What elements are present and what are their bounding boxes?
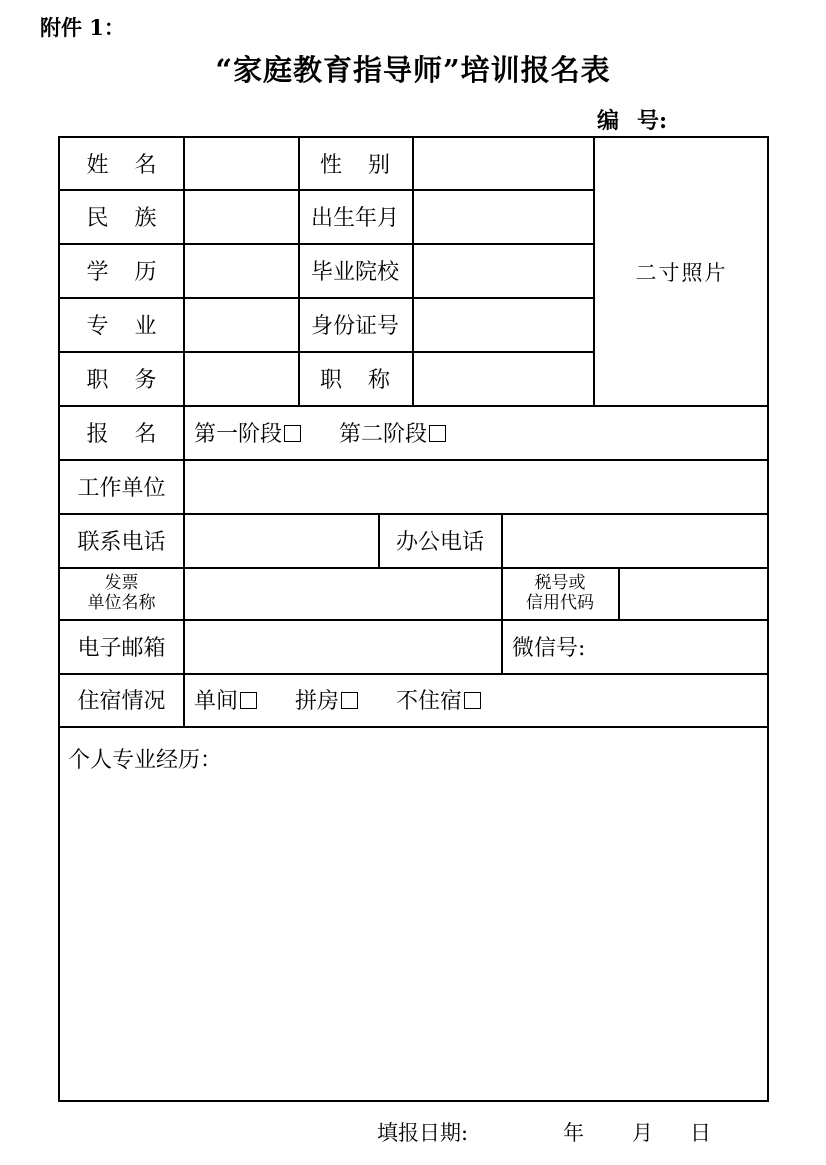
gender-label-char1: 性 bbox=[319, 153, 342, 178]
signup-label-char2: 名 bbox=[134, 421, 157, 447]
serial-number-label bbox=[597, 104, 667, 135]
lodging-none-label: 不住宿 bbox=[396, 689, 463, 714]
invoice-label-line2: 单位名称 bbox=[87, 593, 156, 613]
title-rank-field[interactable] bbox=[413, 351, 593, 405]
position-label bbox=[60, 351, 183, 405]
date-year-label: 年 bbox=[563, 1121, 584, 1145]
position-label-char1: 职 bbox=[86, 367, 109, 393]
invoice-unit-label bbox=[60, 567, 183, 619]
title-rank-label bbox=[298, 351, 412, 405]
tax-label-line2: 信用代码 bbox=[526, 593, 594, 613]
name-label-char2: 名 bbox=[134, 153, 157, 178]
major-label-char2: 业 bbox=[134, 313, 157, 339]
office-phone-label: 办公电话 bbox=[395, 529, 484, 555]
tax-id-field[interactable] bbox=[619, 567, 769, 619]
lodging-single-option[interactable] bbox=[194, 684, 257, 715]
tax-label-line1: 税号或 bbox=[534, 573, 586, 593]
education-field[interactable] bbox=[184, 243, 298, 297]
stage2-checkbox[interactable] bbox=[429, 425, 446, 442]
lodging-none-option[interactable] bbox=[396, 684, 481, 715]
work-unit-field[interactable] bbox=[184, 459, 769, 513]
form-title: “家庭教育指导师”培训报名表 bbox=[215, 53, 611, 87]
name-field[interactable] bbox=[184, 138, 298, 189]
signup-options bbox=[184, 405, 769, 459]
invoice-unit-field[interactable] bbox=[184, 567, 501, 619]
ethnicity-label-char1: 民 bbox=[86, 205, 109, 231]
education-label-char2: 历 bbox=[134, 259, 157, 285]
stage1-label: 第一阶段 bbox=[194, 421, 283, 447]
school-field[interactable] bbox=[413, 243, 593, 297]
email-label: 电子邮箱 bbox=[77, 635, 166, 661]
stage1-checkbox[interactable] bbox=[284, 425, 301, 442]
wechat-label: 微信号: bbox=[512, 635, 586, 661]
title-rank-label-char2: 称 bbox=[368, 367, 391, 393]
work-unit-label: 工作单位 bbox=[77, 475, 166, 501]
major-label bbox=[60, 297, 183, 351]
wechat-field[interactable] bbox=[502, 619, 769, 673]
experience-area[interactable] bbox=[60, 727, 769, 1102]
name-label bbox=[60, 138, 183, 189]
signup-label bbox=[60, 405, 183, 459]
registration-form-table bbox=[58, 136, 769, 1102]
experience-label: 个人专业经历： bbox=[68, 748, 223, 773]
serial-label-part1: 编 bbox=[597, 108, 620, 134]
contact-phone-label: 联系电话 bbox=[77, 529, 166, 555]
office-phone-field[interactable] bbox=[502, 513, 769, 567]
contact-phone-field[interactable] bbox=[184, 513, 378, 567]
lodging-options bbox=[184, 673, 769, 726]
birth-date-label: 出生年月 bbox=[310, 205, 399, 231]
major-field[interactable] bbox=[184, 297, 298, 351]
gender-label bbox=[298, 138, 412, 189]
birth-date-field[interactable] bbox=[413, 189, 593, 243]
date-day-label: 日 bbox=[690, 1121, 711, 1145]
lodging-shared-label: 拼房 bbox=[295, 689, 340, 714]
name-label-char1: 姓 bbox=[86, 153, 109, 178]
stage2-option[interactable] bbox=[339, 417, 446, 448]
position-label-char2: 务 bbox=[134, 367, 157, 393]
education-label-char1: 学 bbox=[86, 259, 109, 285]
major-label-char1: 专 bbox=[86, 313, 109, 339]
lodging-shared-checkbox[interactable] bbox=[341, 692, 358, 709]
tax-id-label bbox=[502, 567, 618, 619]
signup-label-char1: 报 bbox=[86, 421, 109, 447]
id-number-label: 身份证号 bbox=[310, 313, 399, 339]
school-label: 毕业院校 bbox=[310, 259, 399, 285]
education-label bbox=[60, 243, 183, 297]
stage1-option[interactable] bbox=[194, 417, 301, 448]
invoice-label-line1: 发票 bbox=[104, 573, 139, 593]
attachment-label: 附件 1： bbox=[40, 15, 125, 40]
lodging-none-checkbox[interactable] bbox=[464, 692, 481, 709]
lodging-single-label: 单间 bbox=[194, 689, 239, 714]
position-field[interactable] bbox=[184, 351, 298, 405]
lodging-label: 住宿情况 bbox=[77, 689, 166, 714]
id-number-field[interactable] bbox=[413, 297, 593, 351]
gender-field[interactable] bbox=[413, 138, 593, 189]
fill-date-label: 填报日期: bbox=[377, 1121, 469, 1145]
date-month-label: 月 bbox=[632, 1121, 653, 1145]
email-field[interactable] bbox=[184, 619, 501, 673]
lodging-shared-option[interactable] bbox=[295, 684, 358, 715]
title-rank-label-char1: 职 bbox=[319, 367, 342, 393]
gender-label-char2: 别 bbox=[368, 153, 391, 178]
lodging-single-checkbox[interactable] bbox=[240, 692, 257, 709]
ethnicity-label bbox=[60, 189, 183, 243]
serial-label-part2: 号: bbox=[637, 108, 668, 134]
ethnicity-field[interactable] bbox=[184, 189, 298, 243]
stage2-label: 第二阶段 bbox=[339, 421, 428, 447]
ethnicity-label-char2: 族 bbox=[134, 205, 157, 231]
photo-placeholder: 二寸照片 bbox=[635, 260, 728, 285]
